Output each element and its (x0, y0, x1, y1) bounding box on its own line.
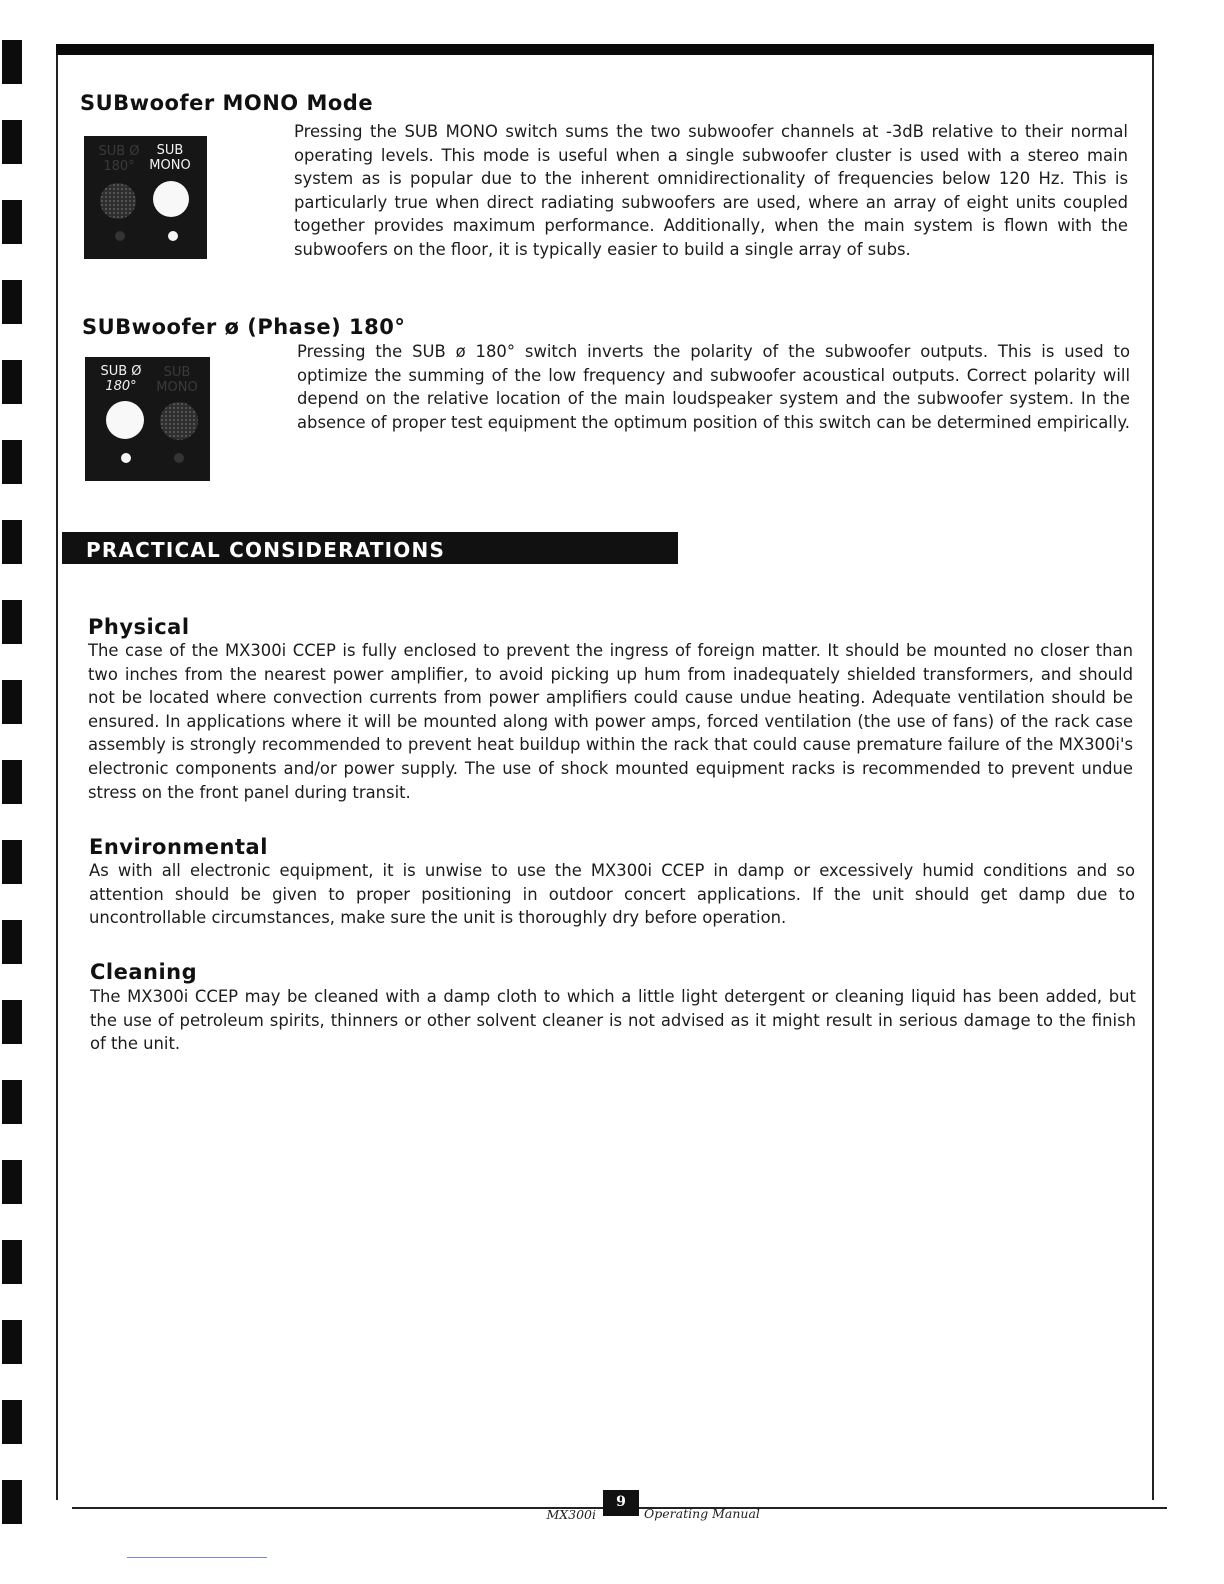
cleaning-title: Cleaning (90, 960, 198, 984)
practical-considerations-banner (62, 532, 678, 564)
sub-mono-button-inactive (160, 402, 198, 440)
footer-manual-title: Operating Manual (644, 1506, 760, 1521)
sub-phase-body: Pressing the SUB ø 180° switch inverts the polarity of the subwoofer outputs. This is used to optimize the summing of the low frequency and subwoofer acoustical outputs. Correct polarity will depend on the relative location of the main loudspeaker system and the subwoofer system. In the absence of proper test equipment the optimum position of this switch can be determined empirically. (297, 342, 1130, 432)
binder-holes (0, 30, 24, 1570)
sub-mono-title: SUBwoofer MONO Mode (80, 91, 374, 115)
sub-mono-panel-image (84, 136, 207, 259)
sub-phase-title: SUBwoofer ø (Phase) 180° (82, 315, 406, 339)
sub-mono-led (168, 231, 178, 241)
sub-phase-button (100, 183, 136, 219)
footer-model: MX300i (546, 1507, 596, 1522)
panel-label-mono: MONO (149, 158, 191, 173)
panel-label-sub-phase: SUB Ø (100, 364, 142, 379)
scan-artifact-line (127, 1557, 267, 1558)
panel-label-sub-mono-dim: SUB MONO (156, 365, 198, 395)
practical-considerations-heading: PRACTICAL CONSIDERATIONS (86, 538, 446, 562)
environmental-body: As with all electronic equipment, it is unwise to use the MX300i CCEP in damp or excessively humid conditions and so attention should be given to proper positioning in outdoor concert applications. If the unit should get damp due to uncontrollable circumstances, make sure the unit is thoroughly dry before operation. (89, 861, 1135, 928)
panel-label-sub-phase-dim: SUB Ø 180° (98, 144, 140, 174)
sub-phase-button-active (106, 401, 144, 439)
page-number: 9 (616, 1494, 626, 1510)
sub-phase-led-on (121, 453, 131, 463)
physical-body: The case of the MX300i CCEP is fully enclosed to prevent the ingress of foreign matter. It should be mounted no closer than two inches from the nearest power amplifier, to avoid picking up hum from inadequately shielded transformers, and should not be located where convection currents from power amplifiers could cause undue heating. Adequate ventilation should be ensured. In applications where it will be mounted along with power amps, forced ventilation (the use of fans) of the rack case assembly is strongly recommended to prevent heat buildup within the rack that could cause premature failure of the MX300i's electronic components and/or power supply. The use of shock mounted equipment racks is recommended to prevent undue stress on the front panel during transit. (88, 641, 1133, 802)
environmental-title: Environmental (89, 835, 268, 859)
sub-mono-body: Pressing the SUB MONO switch sums the two subwoofer channels at -3dB relative to their normal operating levels. This mode is useful when a single subwoofer cluster is used with a stereo main system as is popular due to the inherent omnidirectionality of frequencies below 120 Hz. This is particularly true when direct radiating subwoofers are used, where an array of eight units coupled together provides maximum performance. Additionally, when the main system is flown with the subwoofers on the floor, it is typically easier to build a single array of subs. (294, 122, 1128, 259)
sub-mono-button (153, 181, 189, 217)
physical-title: Physical (88, 615, 190, 639)
panel-label-180: 180° (105, 379, 137, 394)
page-number-box (603, 1490, 639, 1516)
sub-phase-led (115, 231, 125, 241)
panel-label-sub: SUB (156, 143, 184, 158)
top-rule (56, 44, 1154, 55)
cleaning-body: The MX300i CCEP may be cleaned with a damp cloth to which a little light detergent or cleaning liquid has been added, but the use of petroleum spirits, thinners or other solvent cleaner is not advised as it might result in serious damage to the finish of the unit. (90, 987, 1136, 1054)
sub-mono-led-off (174, 453, 184, 463)
sub-phase-panel-image (85, 357, 210, 481)
